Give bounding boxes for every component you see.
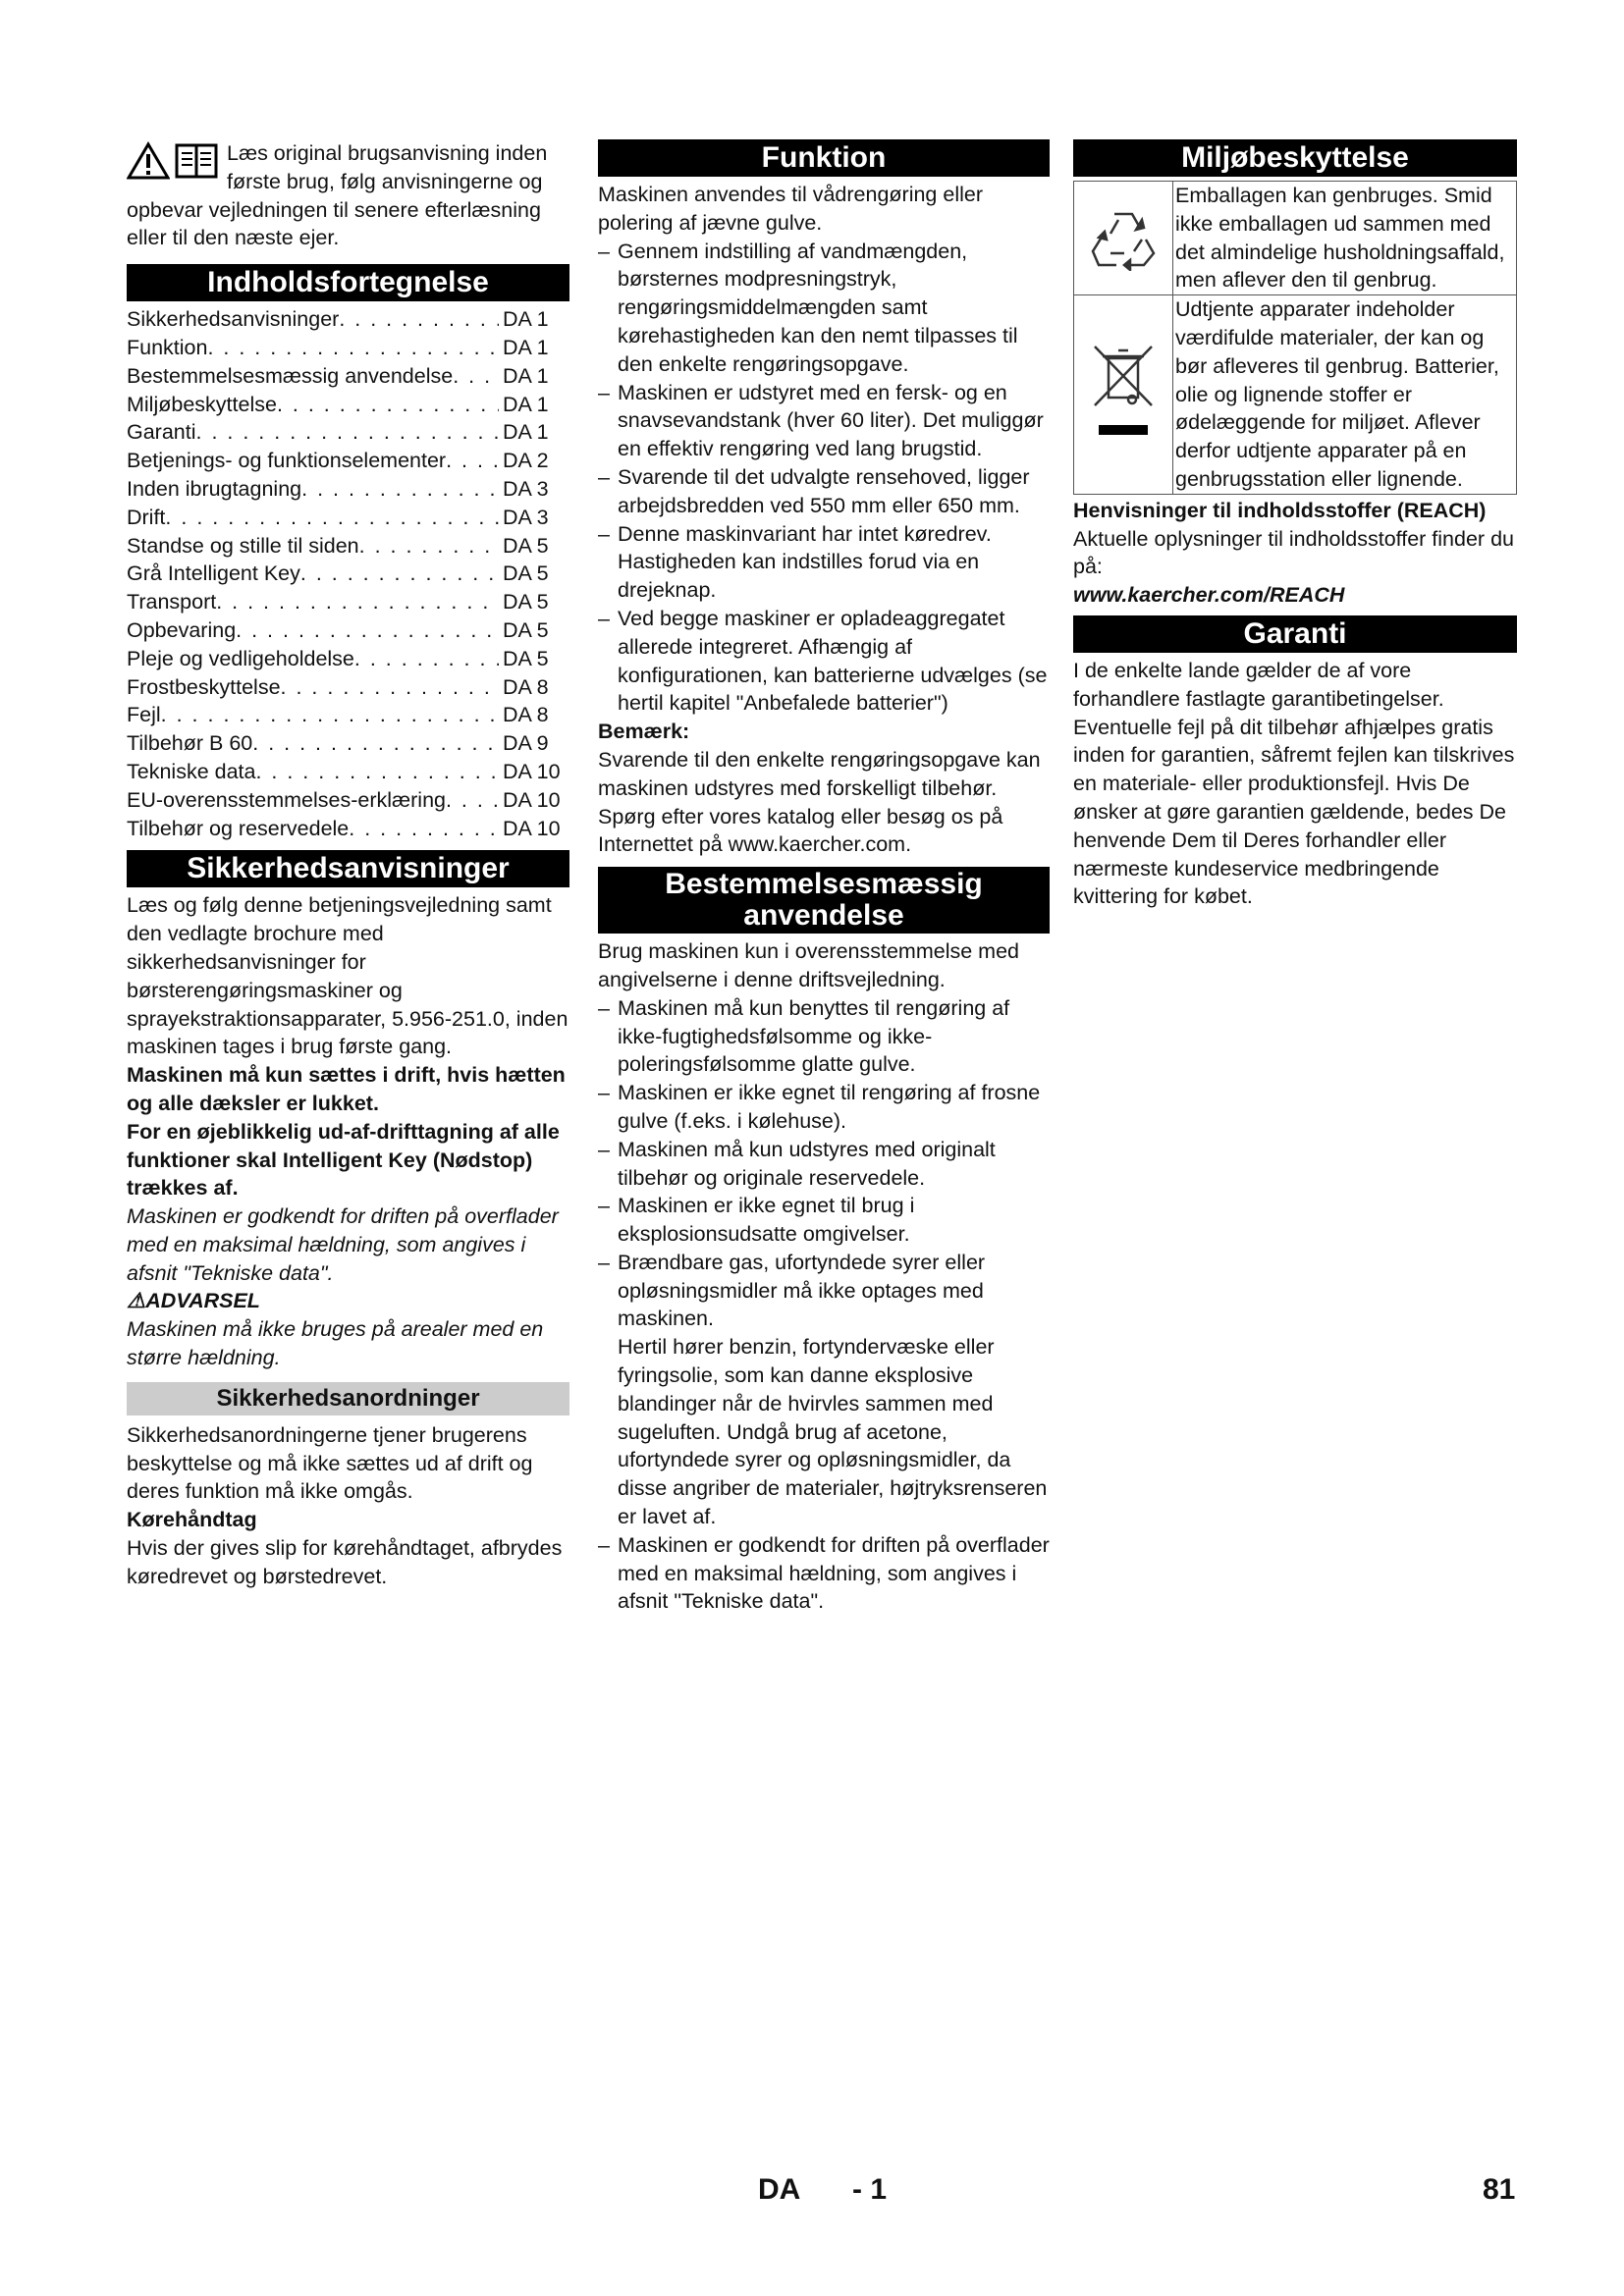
safety-italic-1: Maskinen er godkendt for driften på overflader med en maksimal hældning, som angives i afsnit "Tekniske data". (127, 1204, 559, 1285)
toc-entry-page: DA 8 (503, 703, 549, 727)
toc-entry[interactable] (127, 362, 569, 391)
warning-label: ⚠ADVARSEL (127, 1289, 260, 1313)
list-item: – Ved begge maskiner er opladeaggregatet allerede integreret. Afhængig af konfigurationen, kan batterierne udvælges (se hertil kapitel "Anbefalede batterier") (598, 605, 1050, 718)
toc-entry[interactable] (127, 815, 569, 843)
toc-entry-label: Tilbehør B 60 (127, 731, 253, 756)
footer-lang: DA (758, 2173, 801, 2206)
toc-entry-page: DA 10 (503, 759, 561, 783)
toc-entry[interactable] (127, 391, 569, 419)
safety-devices-heading: Sikkerhedsanordninger (127, 1382, 569, 1415)
crossed-bin-icon (1089, 341, 1158, 449)
note-text: Svarende til den enkelte rengøringsopgave kan maskinen udstyres med forskelligt tilbehør. (598, 747, 1041, 800)
reach-text: Aktuelle oplysninger til indholdsstoffer finder du på: (1073, 526, 1514, 579)
footer-sub-page: - 1 (852, 2173, 888, 2206)
function-intro: Maskinen anvendes til vådrengøring eller polering af jævne gulve. (598, 183, 983, 235)
recycling-icon-cell (1074, 182, 1173, 294)
list-item: – Maskinen er godkendt for driften på overflader med en maksimal hældning, som angives i afsnit "Tekniske data". (598, 1531, 1050, 1616)
toc-entry[interactable] (127, 673, 569, 702)
environment-box (1073, 181, 1517, 495)
reach-heading: Henvisninger til indholdsstoffer (REACH) (1073, 498, 1487, 522)
toc-entry-page: DA 5 (503, 646, 549, 670)
toc-entry-label: Fejl (127, 703, 161, 727)
toc-entry-label: Tilbehør og reservedele (127, 816, 350, 840)
reach-link[interactable]: www.kaercher.com/REACH (1073, 583, 1345, 608)
toc-entry-label: Bestemmelsesmæssig anvendelse (127, 363, 454, 388)
disposal-text: Udtjente apparater indeholder værdifulde materialer, der kan og bør afleveres til genbrug. Batterier, olie og lignende stoffer er ødelæggende for miljøet. Aflever derfor udtjente apparater på en genbrugsstation eller lignende. (1175, 297, 1499, 491)
toc-entry-label: Garanti (127, 420, 196, 445)
toc-leader-dots (207, 334, 499, 362)
manual-book-icon (174, 141, 219, 181)
toc-entry-page: DA 3 (503, 505, 549, 529)
toc-entry-page: DA 2 (503, 449, 549, 473)
packaging-row (1074, 182, 1516, 295)
function-list (598, 238, 1050, 719)
intro-notice (127, 139, 569, 252)
toc-leader-dots (216, 588, 499, 616)
list-item: – Maskinen må kun benyttes til rengøring af ikke-fugtighedsfølsomme og ikke-poleringsfølsomme glatte gulve. (598, 994, 1050, 1079)
toc-entry-label: Standse og stille til siden (127, 533, 359, 558)
intended-use-title-1: Bestemmelsesmæssig (665, 868, 983, 901)
toc-leader-dots (349, 815, 499, 843)
toc-entry-page: DA 3 (503, 476, 549, 501)
warning-triangle-icon (127, 141, 170, 181)
toc-entry-page: DA 9 (503, 731, 549, 756)
list-item: – Maskinen er udstyret med en fersk- og en snavsevandstank (hver 60 liter). Det muliggør en effektiv rengøring ved lang brugstid. (598, 379, 1050, 463)
toc-entry-label: Inden ibrugtagning (127, 476, 302, 501)
note-heading: Bemærk: (598, 720, 690, 744)
toc-leader-dots (300, 560, 499, 588)
toc-leader-dots (453, 362, 499, 391)
toc-entry[interactable] (127, 504, 569, 532)
toc-entry-page: DA 1 (503, 307, 549, 332)
toc-entry-page: DA 10 (503, 787, 561, 812)
crossed-bin-icon-cell (1074, 295, 1173, 494)
intended-use-intro: Brug maskinen kun i overensstemmelse med angivelserne i denne driftsvejledning. (598, 939, 1019, 991)
toc-leader-dots (446, 786, 499, 815)
toc-entry-label: Pleje og vedligeholdelse (127, 646, 354, 670)
toc-entry-page: DA 5 (503, 533, 549, 558)
list-item: – Svarende til det udvalgte rensehoved, ligger arbejdsbredden ved 550 mm eller 650 mm. (598, 463, 1050, 520)
toc-leader-dots (277, 391, 499, 419)
list-item: – Denne maskinvariant har intet køredrev. Hastigheden kan indstilles forud via en drejeknap. (598, 520, 1050, 605)
toc-entry-page: DA 10 (503, 816, 561, 840)
toc-leader-dots (252, 729, 499, 758)
toc-leader-dots (165, 504, 499, 532)
toc-entry-page: DA 5 (503, 617, 549, 642)
toc-entry-label: Funktion (127, 335, 208, 359)
toc-entry[interactable] (127, 475, 569, 504)
list-item-text: Brændbare gas, ufortyndede syrer eller opløsningsmidler må ikke optages med maskinen. (618, 1250, 986, 1331)
toc-entry-page: DA 1 (503, 420, 549, 445)
column-middle (598, 139, 1050, 1616)
list-item (598, 1249, 1050, 1531)
safety-heading: Sikkerhedsanvisninger (127, 850, 569, 887)
toc-leader-dots (236, 616, 499, 645)
warranty-text: I de enkelte lande gælder de af vore forhandlere fastlagte garantibetingelser. Eventuelle fejl på dit tilbehør afhjælpes gratis inden for garantien, såfremt fejlen kan tilskrives en materiale- eller produktionsfejl. Hvis De ønsker at gøre garantien gældende, bedes De henvende Dem til Deres forhandler eller nærmeste kundeservice medbringende kvittering for købet. (1073, 658, 1515, 909)
toc-entry[interactable] (127, 786, 569, 815)
toc-entry-page: DA 1 (503, 392, 549, 416)
safety-intro: Læs og følg denne betjeningsvejledning samt den vedlagte brochure med sikkerhedsanvisninger for børsterengøringsmaskiner og sprayekstraktionsapparater, 5.956-251.0, inden maskinen tages i brug første gang. (127, 893, 568, 1059)
toc-leader-dots (281, 673, 499, 702)
toc-entry-label: Frostbeskyttelse (127, 674, 281, 699)
recycling-icon (1089, 206, 1158, 271)
toc-entry-label: EU-overensstemmelses-erklæring (127, 787, 446, 812)
toc-entry[interactable] (127, 645, 569, 673)
handle-text: Hvis der gives slip for kørehåndtaget, afbrydes køredrevet og børstedrevet. (127, 1536, 563, 1588)
toc-leader-dots (359, 532, 499, 561)
toc-leader-dots (339, 305, 499, 334)
toc-entry-page: DA 1 (503, 335, 549, 359)
intended-use-title-2: anvendelse (743, 899, 904, 933)
toc-entry-label: Betjenings- og funktionselementer (127, 449, 447, 473)
toc-entry-page: DA 5 (503, 590, 549, 614)
list-item: – Gennem indstilling af vandmængden, børsternes modpresningstryk, rengøringsmiddelmængden samt kørehastigheden kan den nemt tilpasses til den enkelte rengøringsopgave. (598, 238, 1050, 379)
safety-devices-text: Sikkerhedsanordningerne tjener brugerens beskyttelse og må ikke sættes ud af drift og deres funktion må ikke omgås. (127, 1422, 533, 1504)
toc-leader-dots (255, 758, 499, 786)
toc-entry[interactable] (127, 560, 569, 588)
list-item-extra: Hertil hører benzin, fortyndervæske eller fyringsolie, som kan danne eksplosive blandinger når de hvirvles sammen med sugeluften. Undgå brug af acetone, ufortyndede syrer og opløsningsmidler, da disse angriber de materialer, højtryksrenseren er lavet af. (618, 1335, 1048, 1529)
toc-leader-dots (354, 645, 499, 673)
toc-entry[interactable] (127, 701, 569, 729)
toc-entry-label: Opbevaring (127, 617, 237, 642)
toc-entry-label: Miljøbeskyttelse (127, 392, 277, 416)
toc-entry-page: DA 8 (503, 674, 549, 699)
toc-entry[interactable] (127, 588, 569, 616)
intro-icons (127, 141, 219, 181)
table-of-contents (127, 305, 569, 842)
toc-heading: Indholdsfortegnelse (127, 264, 569, 301)
toc-entry-label: Transport (127, 590, 217, 614)
toc-entry-label: Sikkerhedsanvisninger (127, 307, 340, 332)
toc-leader-dots (301, 475, 499, 504)
warranty-heading: Garanti (1073, 615, 1517, 653)
note-text-2: Spørg efter vores katalog eller besøg os på Internettet på www.kaercher.com. (598, 804, 1003, 857)
toc-entry-page: DA 5 (503, 561, 549, 586)
environment-heading: Miljøbeskyttelse (1073, 139, 1517, 177)
toc-entry-label: Drift (127, 505, 166, 529)
list-item: – Maskinen må kun udstyres med originalt tilbehør og originale reservedele. (598, 1136, 1050, 1193)
function-heading: Funktion (598, 139, 1050, 177)
toc-entry[interactable] (127, 616, 569, 645)
column-left (127, 139, 569, 1591)
toc-entry-page: DA 1 (503, 363, 549, 388)
column-right (1073, 139, 1517, 911)
toc-entry-label: Grå Intelligent Key (127, 561, 300, 586)
toc-leader-dots (196, 418, 499, 447)
toc-entry[interactable] (127, 305, 569, 334)
safety-bold-1: Maskinen må kun sættes i drift, hvis hætten og alle dæksler er lukket. (127, 1063, 566, 1115)
toc-entry[interactable] (127, 334, 569, 362)
intended-use-heading (598, 867, 1050, 934)
toc-entry[interactable] (127, 447, 569, 475)
warning-text: Maskinen må ikke bruges på arealer med en større hældning. (127, 1317, 544, 1370)
list-item: – Maskinen er ikke egnet til brug i eksplosionsudsatte omgivelser. (598, 1192, 1050, 1249)
toc-entry[interactable] (127, 729, 569, 758)
safety-bold-2: For en øjeblikkelig ud-af-drifttagning af alle funktioner skal Intelligent Key (Nødstop) trækkes af. (127, 1119, 560, 1201)
toc-leader-dots (161, 701, 499, 729)
intended-use-list (598, 994, 1050, 1617)
toc-leader-dots (446, 447, 499, 475)
toc-entry[interactable] (127, 532, 569, 561)
disposal-row (1074, 295, 1516, 494)
toc-entry-label: Tekniske data (127, 759, 256, 783)
packaging-text: Emballagen kan genbruges. Smid ikke emballagen ud sammen med det almindelige husholdningsaffald, men aflever den til genbrug. (1175, 184, 1505, 293)
toc-entry[interactable] (127, 758, 569, 786)
toc-entry[interactable] (127, 418, 569, 447)
intro-text: Læs original brugsanvisning inden første brug, følg anvisningerne og opbevar vejledningen til senere efterlæsning eller til den næste ejer. (127, 141, 548, 250)
handle-heading: Kørehåndtag (127, 1508, 257, 1532)
list-item: – Maskinen er ikke egnet til rengøring af frosne gulve (f.eks. i kølehuse). (598, 1079, 1050, 1136)
footer-page-number: 81 (1483, 2173, 1516, 2206)
